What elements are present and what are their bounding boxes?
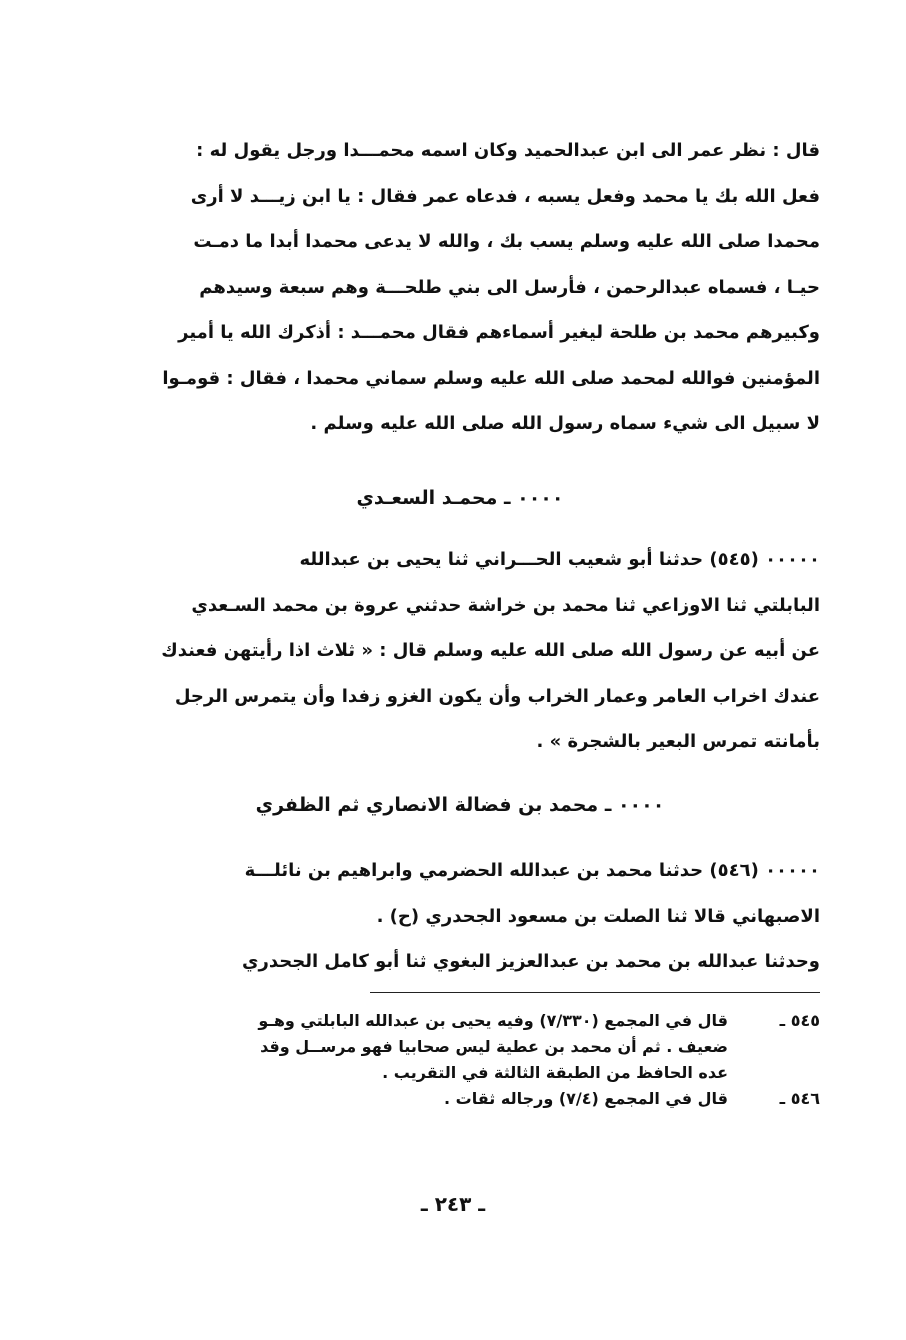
footnote-line: قال في المجمع (٧/٣٣٠) وفيه يحيى بن عبدالله البابلتي وهـو <box>258 1011 728 1030</box>
paragraph-line: بأمانته تمرس البعير بالشجرة » . <box>536 731 820 752</box>
footnote-body <box>100 1008 728 1086</box>
footnote-line: ضعيف . ثم أن محمد بن عطية ليس صحابيا فهو مرســل وقد <box>260 1037 728 1056</box>
paragraph-line: ٠٠٠٠٠ (٥٤٦) حدثنا محمد بن عبدالله الحضرمي وابراهيم بن نائلـــة <box>244 860 820 881</box>
footnote-number: ٥٤٦ ـ <box>779 1089 820 1108</box>
footnotes <box>100 1008 820 1112</box>
paragraph-3 <box>100 848 820 985</box>
paragraph-line: وكبيرهم محمد بن طلحة ليغير أسماءهم فقال محمـــد : أذكرك الله يا أمير <box>178 322 820 343</box>
footnote-line: عده الحافظ من الطبقة الثالثة في التقريب . <box>382 1063 728 1082</box>
footnote-body <box>100 1086 728 1112</box>
footnote-separator <box>370 992 820 993</box>
footnote <box>100 1008 820 1086</box>
footnote <box>100 1086 820 1112</box>
paragraph-line: وحدثنا عبدالله بن محمد بن عبدالعزيز البغوي ثنا أبو كامل الجحدري <box>242 951 820 972</box>
paragraph-line: لا سبيل الى شيء سماه رسول الله صلى الله عليه وسلم . <box>310 413 820 434</box>
page-number: ـ ٢٤٣ ـ <box>420 1192 486 1216</box>
paragraph-2 <box>100 537 820 765</box>
section-heading-muhammad-ibn-fadala: ٠٠٠٠ ـ محمد بن فضالة الانصاري ثم الظفري <box>255 794 665 816</box>
footnote-number: ٥٤٥ ـ <box>779 1011 820 1030</box>
paragraph-line: الاصبهاني قالا ثنا الصلت بن مسعود الجحدري (ح) . <box>376 905 820 927</box>
paragraph-line: حيـا ، فسماه عبدالرحمن ، فأرسل الى بني طلحـــة وهم سبعة وسيدهم <box>199 276 820 298</box>
paragraph-1 <box>100 128 820 447</box>
footnote-line: قال في المجمع (٧/٤) ورجاله ثقات . <box>444 1089 728 1108</box>
paragraph-line: عندك اخراب العامر وعمار الخراب وأن يكون الغزو زفدا وأن يتمرس الرجل <box>174 685 820 707</box>
paragraph-line: محمدا صلى الله عليه وسلم يسب بك ، والله لا يدعى محمدا أبدا ما دمـت <box>193 231 820 252</box>
paragraph-line: البابلتي ثنا الاوزاعي ثنا محمد بن خراشة حدثني عروة بن محمد السـعدي <box>191 594 820 616</box>
paragraph-line: قال : نظر عمر الى ابن عبدالحميد وكان اسمه محمـــدا ورجل يقول له : <box>196 140 820 161</box>
paragraph-line: ٠٠٠٠٠ (٥٤٥) حدثنا أبو شعيب الحـــراني ثنا يحيى بن عبدالله <box>299 549 820 570</box>
paragraph-line: المؤمنين فوالله لمحمد صلى الله عليه وسلم سماني محمدا ، فقال : قومـوا <box>162 367 820 389</box>
section-heading-muhammad-al-saadi: ٠٠٠٠ ـ محمـد السعـدي <box>356 487 564 509</box>
paragraph-line: عن أبيه عن رسول الله صلى الله عليه وسلم قال : « ثلاث اذا رأيتهن فعندك <box>161 640 820 661</box>
paragraph-line: فعل الله بك يا محمد وفعل يسبه ، فدعاه عمر فقال : يا ابن زيـــد لا أرى <box>190 185 820 207</box>
